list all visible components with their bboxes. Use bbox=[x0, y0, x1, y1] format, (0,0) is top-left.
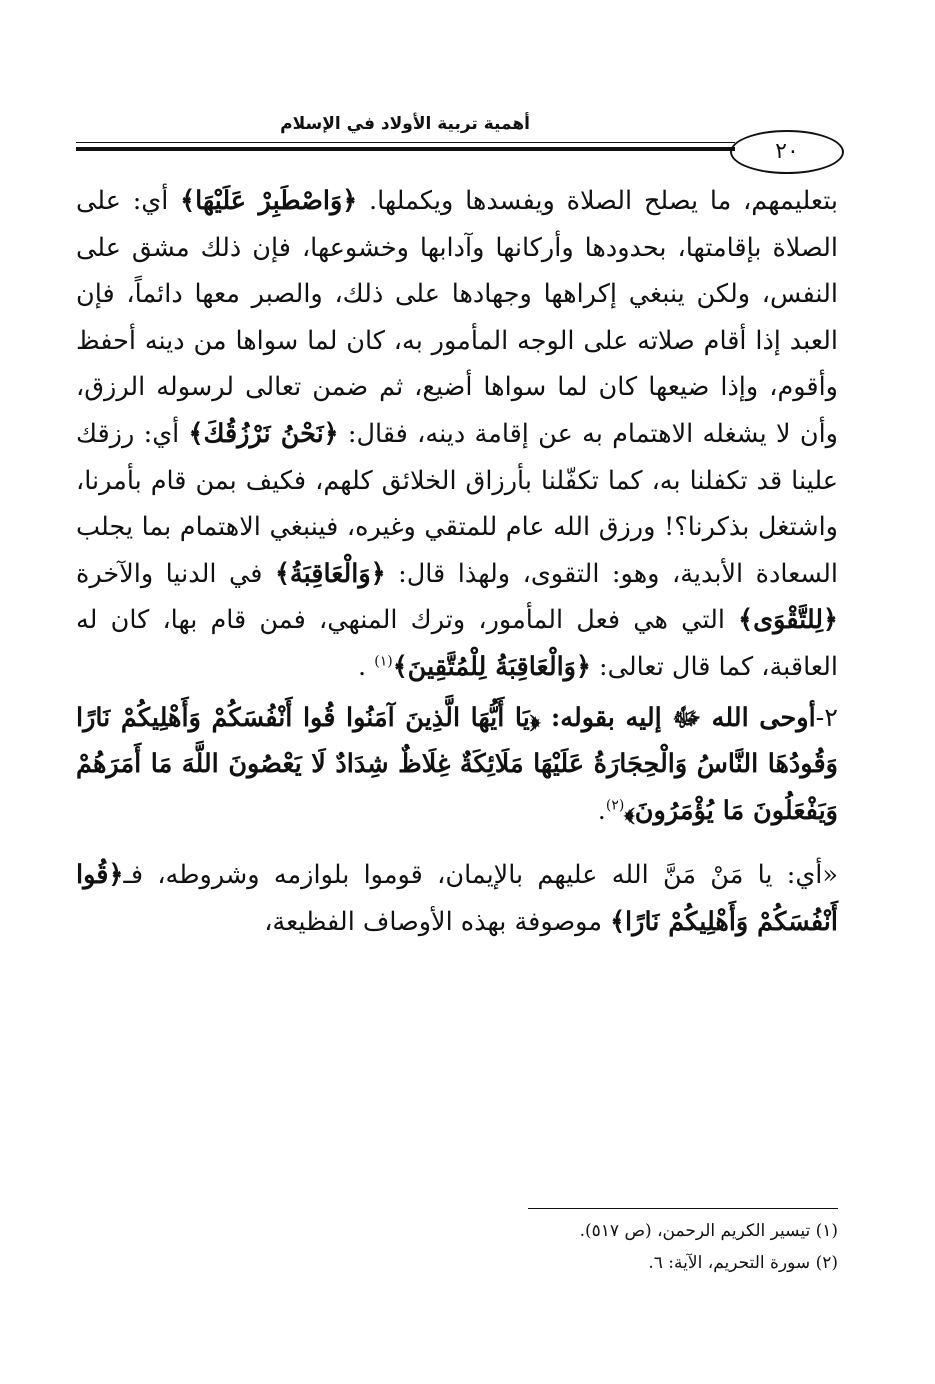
running-title: أهمية تربية الأولاد في الإسلام bbox=[280, 114, 530, 134]
footnote-2: (٢) سورة التحريم، الآية: ٦. bbox=[648, 1253, 838, 1273]
paragraph-3 bbox=[76, 852, 838, 945]
text-run: التي هي فعل المأمور، وترك المنهي، فمن قام بها، كان له العاقبة، كما قال تعالى: bbox=[76, 605, 838, 682]
quran-verse: ﴿قُوا أَنْفُسَكُمْ وَأَهْلِيكُمْ نَارًا﴾ bbox=[76, 860, 838, 937]
text-run: أوحى الله ﷻ إليه بقوله: bbox=[540, 702, 816, 733]
quran-verse: ﴿وَالْعَاقِبَةُ﴾ bbox=[274, 558, 386, 589]
footnote-1: (١) تيسير الكريم الرحمن، (ص ٥١٧). bbox=[579, 1221, 838, 1241]
text-run: «أي: يا مَنْ مَنَّ الله عليهم بالإيمان، قوموا بلوازمه وشروطه، فـ bbox=[123, 860, 838, 891]
page-number: ٢٠ bbox=[730, 130, 844, 174]
text-run: أي: على الصلاة بإقامتها، بحدودها وأركانها وآدابها وخشوعها، فإن ذلك مشق على النفس، ولكن ينبغي إكراهها وجهادها على ذلك، والصبر معها دائماً، فإن العبد إذا أقام صلاته على الوجه المأمور به، كان لما سواها من دينه أحفظ وأقوم، وإذا ضيعها كان لما سواها أضيع، ثم ضمن تعالى لرسوله الرزق، وأن لا يشغله الاهتمام به عن إقامة دينه، فقال: bbox=[76, 186, 838, 449]
quran-verse: ﴿يَا أَيُّهَا الَّذِينَ آمَنُوا قُوا أَنْفُسَكُمْ وَأَهْلِيكُمْ نَارًا وَقُودُهَا النَّاسُ وَالْحِجَارَةُ عَلَيْهَا مَلَائِكَةٌ غِلَاظٌ شِدَادٌ لَا يَعْصُونَ اللَّهَ مَا أَمَرَهُمْ وَيَفْعَلُونَ مَا يُؤْمَرُونَ﴾ bbox=[76, 702, 838, 826]
body-text bbox=[76, 178, 838, 946]
page-header bbox=[0, 96, 935, 186]
item-number: ٢- bbox=[815, 702, 838, 733]
header-rule-thick bbox=[76, 147, 735, 151]
footnote-separator bbox=[528, 1208, 838, 1209]
footnote-ref: (١) bbox=[374, 653, 393, 670]
footnote-ref: (٢) bbox=[605, 797, 625, 814]
text-run: . bbox=[358, 651, 375, 682]
quran-verse: ﴿وَاصْطَبِرْ عَلَيْهَا﴾ bbox=[180, 186, 358, 216]
header-rule-thin bbox=[76, 142, 735, 143]
paragraph-1 bbox=[76, 178, 838, 691]
quran-verse: ﴿وَالْعَاقِبَةُ لِلْمُتَّقِينَ﴾ bbox=[392, 651, 591, 682]
quran-verse: ﴿لِلتَّقْوَى﴾ bbox=[738, 605, 838, 636]
text-run: أي: رزقك علينا قد تكفلنا به، كما تكفّلنا بأرزاق الخلائق كلهم، فكيف بمن قام بأمرنا، واشتغل بذكرنا؟! ورزق الله عام للمتقي وغيره، فينبغي الاهتمام بما يجلب السعادة الأبدية، وهو: التقوى، ولهذا قال: bbox=[76, 418, 838, 589]
paragraph-2 bbox=[76, 695, 838, 835]
text-run: بتعليمهم، ما يصلح الصلاة ويفسدها ويكملها. bbox=[357, 186, 839, 216]
text-run: موصوفة بهذه الأوصاف الفظيعة، bbox=[264, 906, 611, 937]
quran-verse: ﴿نَحْنُ نَرْزُقُكَ﴾ bbox=[188, 418, 339, 449]
text-run: في الدنيا والآخرة bbox=[76, 558, 275, 589]
text-run: . bbox=[597, 795, 606, 826]
footnotes bbox=[76, 1215, 838, 1279]
